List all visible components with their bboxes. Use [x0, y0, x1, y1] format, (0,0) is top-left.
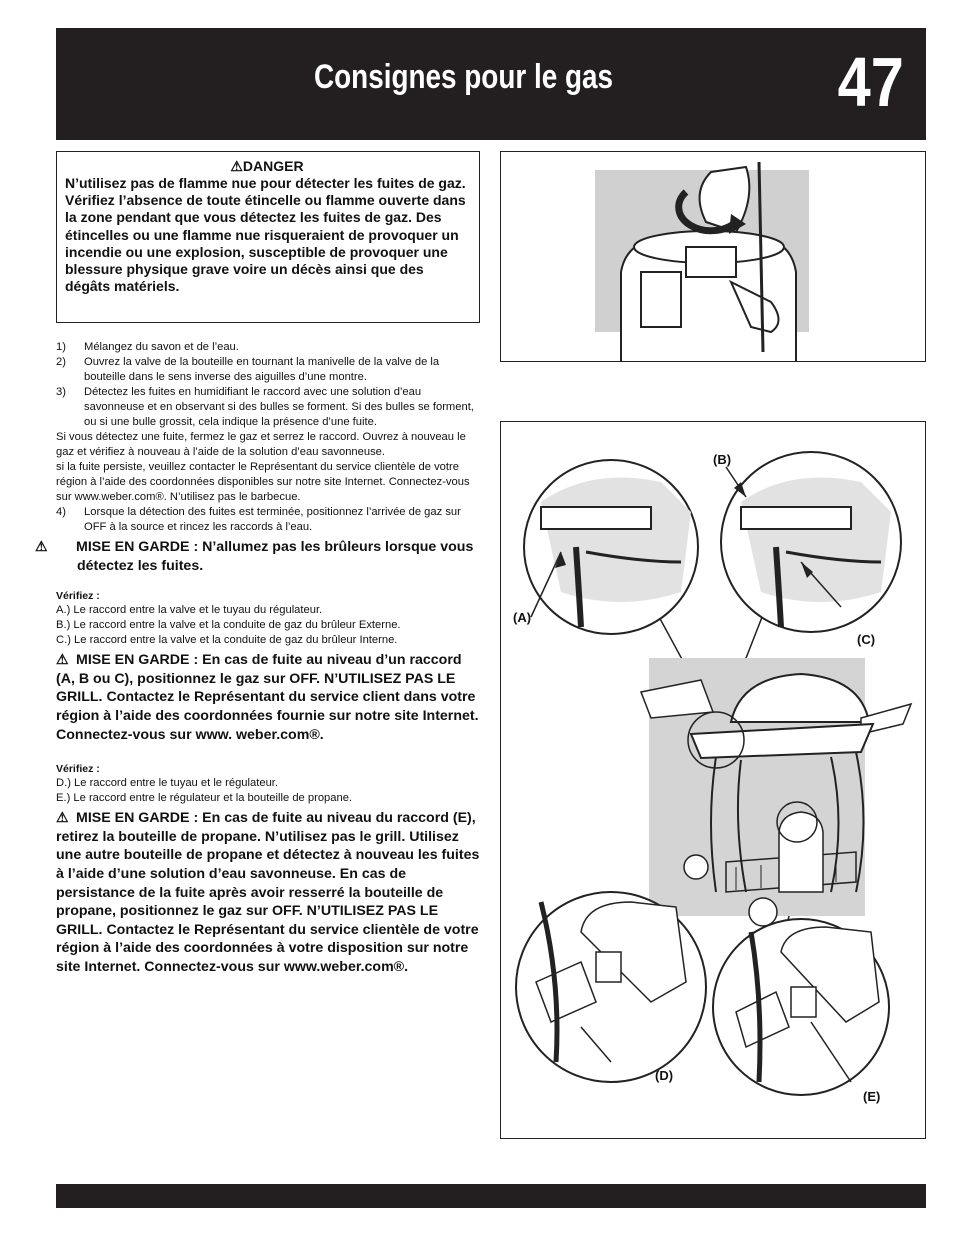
danger-heading: ⚠DANGER	[230, 158, 304, 174]
grill-figure	[500, 421, 926, 1139]
check-item: D.) Le raccord entre le tuyau et le régulateur.	[56, 777, 279, 790]
label-b: (B)	[713, 452, 732, 467]
step-text: Ouvrez la valve de la bouteille en tournant la manivelle de la valve de la bouteille dans le sens inverse des aiguilles d’une montre.	[84, 356, 440, 383]
step-item	[56, 355, 482, 385]
warning-e	[56, 809, 482, 976]
persist-paragraph: si la fuite persiste, veuillez contacter le Représentant du service clientèle de votre région à l’aide des coordonnées disponibles sur notre site Internet. Connectez-vous sur www.weber.com®. N’utilisez pas le barbecue.	[56, 461, 470, 503]
page-number: 47	[837, 43, 904, 121]
label-e: (E)	[863, 1089, 881, 1104]
grill-illustration	[501, 422, 925, 1138]
detail-circle-a	[524, 460, 698, 634]
step-number: 2)	[56, 356, 66, 368]
step-text: Mélangez du savon et de l’eau.	[84, 341, 239, 353]
check-item: A.) Le raccord entre la valve et le tuyau du régulateur.	[56, 604, 323, 617]
warning-icon: ⚠	[35, 539, 48, 555]
step-number: 4)	[56, 506, 66, 518]
detail-circle-e	[713, 919, 889, 1095]
instructions	[35, 340, 482, 977]
label-a: (A)	[513, 610, 532, 625]
warning-text: MISE EN GARDE : N’allumez pas les brûleurs lorsque vous détectez les fuites.	[76, 539, 474, 574]
step-item	[56, 505, 482, 535]
valve-figure	[500, 151, 926, 362]
label-c: (C)	[857, 632, 876, 647]
warning-text: MISE EN GARDE : En cas de fuite au niveau du raccord (E), retirez la bouteille de propane. N’utilisez pas le grill. Utilisez une autre bouteille de propane et détectez à nouveau les fuites à l’aide d’une solution d’eau savonneuse. En cas de persistance de la fuite après avoir resserré la bouteille de propane, positionnez le gaz sur OFF. N’UTILISEZ PAS LE GRILL. Contactez le Représentant du service clientèle de votre région à l’aide des coordonnées à votre disposition sur notre site Internet. Connectez-vous sur www.weber.com®.	[56, 810, 480, 975]
detail-circle-bc	[721, 452, 901, 632]
check-heading: Vérifiez :	[56, 590, 100, 603]
check-item: C.) Le raccord entre la valve et la conduite de gaz du brûleur Interne.	[56, 634, 398, 647]
label-d: (D)	[655, 1068, 674, 1083]
check-item: B.) Le raccord entre la valve et la conduite de gaz du brûleur Externe.	[56, 619, 401, 632]
check-heading: Vérifiez :	[56, 763, 100, 776]
step-item	[56, 340, 482, 355]
step-text: Détectez les fuites en humidifiant le raccord avec une solution d’eau savonneuse et en observant si des bulles se forment. Si des bulles se forment, ou si une bulle grossit, cela indique la présence d’une fuite.	[84, 386, 474, 428]
step-text: Lorsque la détection des fuites est terminée, positionnez l’arrivée de gaz sur OFF à la source et rincez les raccords à l’eau.	[84, 506, 461, 533]
page-header	[56, 28, 926, 140]
danger-box	[56, 151, 480, 323]
check-item: E.) Le raccord entre le régulateur et la bouteille de propane.	[56, 792, 353, 805]
step-number: 1)	[56, 341, 66, 353]
step-item	[56, 385, 482, 430]
warning-text: MISE EN GARDE : En cas de fuite au niveau d’un raccord (A, B ou C), positionnez le gaz sur OFF. N’UTILISEZ PAS LE GRILL. Contactez le Représentant du service client dans votre région à l’aide des coordonnées fournie sur notre site Internet. Connectez-vous sur www. weber.com®.	[56, 652, 479, 743]
warning-icon: ⚠	[56, 652, 69, 669]
step-number: 3)	[56, 386, 66, 398]
warning-burners	[35, 538, 482, 575]
leak-paragraph: Si vous détectez une fuite, fermez le gaz et serrez le raccord. Ouvrez à nouveau le gaz et vérifiez à nouveau à l’aide de la solution d’eau savonneuse.	[56, 431, 466, 458]
warning-icon: ⚠	[56, 810, 69, 827]
footer-bar	[56, 1184, 926, 1208]
valve-illustration	[501, 152, 925, 361]
warning-abc	[56, 651, 482, 744]
page-title: Consignes pour le gas	[314, 58, 613, 96]
danger-body: N’utilisez pas de flamme nue pour détecter les fuites de gaz. Vérifiez l’absence de toute étincelle ou flamme ouverte dans la zone pendant que vous détectez les fuites de gaz. Des étincelles ou une flamme nue risqueraient de provoquer un incendie ou une explosion, susceptible de provoquer une blessure physique grave voire un décès ainsi que des dégâts matériels.	[65, 175, 466, 295]
detail-circle-d	[516, 892, 706, 1082]
